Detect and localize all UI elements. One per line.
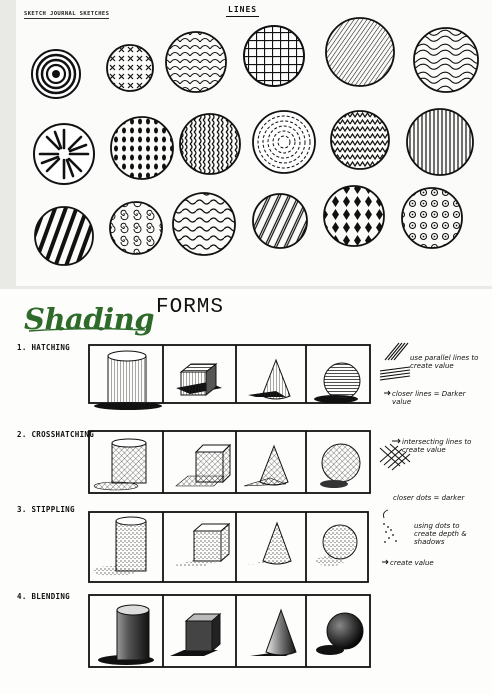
- stipple-sample: [383, 523, 397, 543]
- note-closer-lines: closer lines = Darker value: [392, 390, 466, 406]
- row-label-hatching: 1. HATCHING: [17, 343, 70, 352]
- lines-title: LINES: [228, 5, 258, 14]
- note-intersecting-lines: intersecting lines to create value: [402, 438, 472, 454]
- journal-label: SKETCH JOURNAL SKETCHES: [24, 11, 110, 17]
- stippling-row-forms: [92, 517, 357, 576]
- crosshatching-row-forms: [94, 439, 360, 490]
- shading-title: Shading: [24, 302, 154, 336]
- note-closer-dots: closer dots = darker: [393, 494, 465, 502]
- note-arrows: [382, 391, 400, 564]
- row-label-stippling: 3. STIPPLING: [17, 505, 75, 514]
- note-create-value: create value: [390, 559, 434, 567]
- blending-row-forms: [98, 605, 363, 665]
- forms-title: FORMS: [156, 296, 225, 319]
- note-parallel-lines: use parallel lines to create value: [410, 354, 479, 370]
- hatching-samples: [380, 343, 410, 380]
- hatching-row-forms: [94, 351, 360, 410]
- row-label-blending: 4. BLENDING: [17, 592, 70, 601]
- note-using-dots: using dots to create depth & shadows: [414, 522, 467, 546]
- row-label-crosshatching: 2. CROSSHATCHING: [17, 430, 95, 439]
